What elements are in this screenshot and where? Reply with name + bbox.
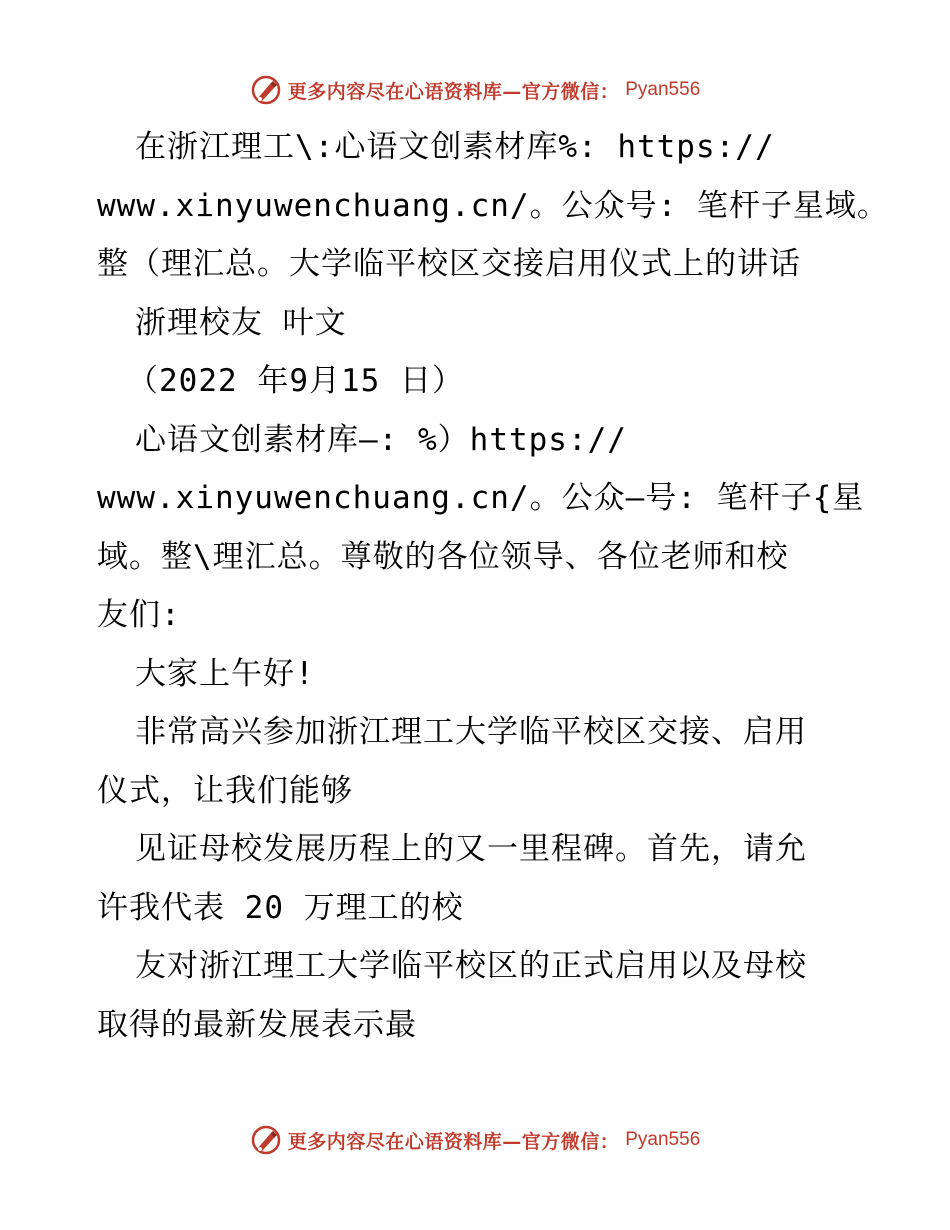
text-line: www.xinyuwenchuang.cn/。公众—号: 笔杆子{星 (97, 480, 865, 516)
text-line: 大家上午好! (135, 655, 315, 692)
text-line: 浙理校友 叶文 (135, 304, 347, 341)
banner-wechat-id: Pyan556 (625, 1129, 701, 1150)
banner-text: 更多内容尽在心语资料库—官方微信： (287, 80, 620, 103)
text-line: 心语文创素材库—: %）https:// (135, 421, 627, 458)
document-body (97, 118, 889, 1054)
text-line: 在浙江理工\:心语文创素材库%: https:// (135, 129, 775, 165)
text-line: 仪式，让我们能够 (97, 772, 353, 809)
pen-logo-icon (250, 74, 282, 106)
text-line: www.xinyuwenchuang.cn/。公众号: 笔杆子星域。 (97, 187, 889, 224)
banner-wechat-id: Pyan556 (625, 79, 701, 100)
text-line: （2022 年9月15 日） (127, 363, 464, 399)
text-line: 许我代表 20 万理工的校 (97, 889, 464, 926)
header-banner (0, 70, 950, 110)
text-line: 友们: (97, 597, 181, 633)
pen-logo-icon (250, 1124, 282, 1156)
text-line: 非常高兴参加浙江理工大学临平校区交接、启用 (135, 714, 807, 750)
text-line: 取得的最新发展表示最 (97, 1006, 417, 1043)
text-line: 见证母校发展历程上的又一里程碑。首先，请允 (135, 831, 807, 867)
footer-banner (0, 1120, 950, 1160)
text-line: 域。整\理汇总。尊敬的各位领导、各位老师和校 (97, 538, 789, 575)
banner-text: 更多内容尽在心语资料库—官方微信： (287, 1130, 620, 1153)
text-line: 整（理汇总。大学临平校区交接启用仪式上的讲话 (97, 246, 801, 282)
text-line: 友对浙江理工大学临平校区的正式启用以及母校 (135, 948, 807, 984)
